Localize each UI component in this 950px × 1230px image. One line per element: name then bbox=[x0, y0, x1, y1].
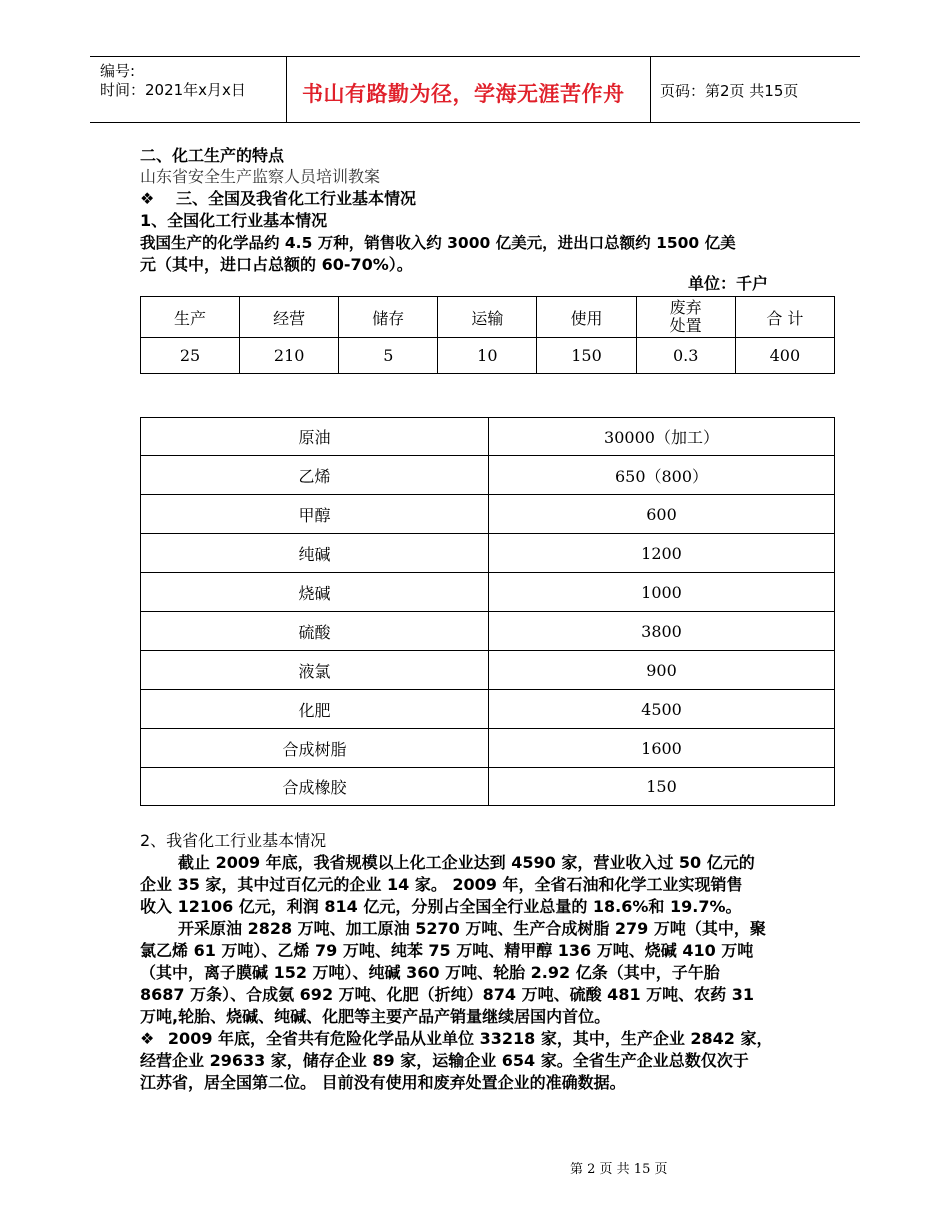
cell-production: 25 bbox=[141, 338, 240, 374]
intro-line-2: 元（其中，进口占总额的 60-70%）。 bbox=[140, 255, 413, 274]
paragraph-line-with-bullet bbox=[140, 1028, 773, 1050]
heading-section-2-province: 2、我省化工行业基本情况 bbox=[140, 831, 327, 850]
col-header-waste-disposal bbox=[636, 297, 735, 338]
table-header-row bbox=[141, 297, 835, 338]
paragraph-line: 截止 2009 年底，我省规模以上化工企业达到 4590 家，营业收入过 50 亿元的 bbox=[178, 853, 755, 872]
col-header-waste-line1: 废弃 bbox=[669, 298, 702, 317]
table-row bbox=[141, 534, 835, 573]
subtitle-course: 山东省安全生产监察人员培训教案 bbox=[140, 167, 381, 186]
table-row bbox=[141, 456, 835, 495]
product-value: 900 bbox=[489, 651, 835, 690]
table-row bbox=[141, 338, 835, 374]
paragraph-line: 2009 年底，全省共有危险化学品从业单位 33218 家，其中，生产企业 2842 家， bbox=[167, 1029, 773, 1048]
product-value: 1600 bbox=[489, 729, 835, 768]
cell-storage: 5 bbox=[339, 338, 438, 374]
header-code-label: 编号: bbox=[100, 62, 136, 80]
product-value: 4500 bbox=[489, 690, 835, 729]
product-name: 化肥 bbox=[141, 690, 489, 729]
heading-section-3: 三、全国及我省化工行业基本情况 bbox=[176, 189, 417, 208]
paragraph-line: 氯乙烯 61 万吨）、乙烯 79 万吨、纯苯 75 万吨、精甲醇 136 万吨、烧碱 410 万吨 bbox=[140, 941, 754, 960]
product-value: 30000（加工） bbox=[489, 418, 835, 456]
paragraph-3 bbox=[140, 1028, 773, 1094]
col-header-total: 合 计 bbox=[735, 297, 834, 338]
paragraph-line: 江苏省，居全国第二位。 目前没有使用和废弃处置企业的准确数据。 bbox=[140, 1073, 626, 1092]
table-row bbox=[141, 418, 835, 456]
table-row bbox=[141, 651, 835, 690]
product-value: 1000 bbox=[489, 573, 835, 612]
unit-label: 单位：千户 bbox=[688, 274, 769, 293]
product-name: 乙烯 bbox=[141, 456, 489, 495]
col-header-production: 生产 bbox=[141, 297, 240, 338]
footer-page-number: 第 2 页 共 15 页 bbox=[570, 1162, 668, 1177]
table-row bbox=[141, 729, 835, 768]
paragraph-line: （其中，离子膜碱 152 万吨）、纯碱 360 万吨、轮胎 2.92 亿条（其中，子午胎 bbox=[140, 963, 720, 982]
header-divider-right bbox=[650, 56, 651, 123]
cell-operation: 210 bbox=[240, 338, 339, 374]
cell-use: 150 bbox=[537, 338, 636, 374]
product-name: 烧碱 bbox=[141, 573, 489, 612]
col-header-use: 使用 bbox=[537, 297, 636, 338]
product-value: 1200 bbox=[489, 534, 835, 573]
product-name: 纯碱 bbox=[141, 534, 489, 573]
product-name: 硫酸 bbox=[141, 612, 489, 651]
product-value: 600 bbox=[489, 495, 835, 534]
product-name: 甲醇 bbox=[141, 495, 489, 534]
paragraph-line: 开采原油 2828 万吨、加工原油 5270 万吨、生产合成树脂 279 万吨（其中，聚 bbox=[178, 919, 766, 938]
header-page-info: 页码：第2页 共15页 bbox=[660, 82, 799, 100]
table-row bbox=[141, 495, 835, 534]
table-row bbox=[141, 690, 835, 729]
product-value: 3800 bbox=[489, 612, 835, 651]
product-value: 650（800） bbox=[489, 456, 835, 495]
heading-section-3-1: 1、全国化工行业基本情况 bbox=[140, 211, 328, 230]
product-name: 液氯 bbox=[141, 651, 489, 690]
bullet-icon: ❖ bbox=[140, 189, 155, 208]
product-value: 150 bbox=[489, 768, 835, 806]
heading-section-2: 二、化工生产的特点 bbox=[140, 146, 285, 165]
col-header-storage: 储存 bbox=[339, 297, 438, 338]
paragraph-line: 经营企业 29633 家，储存企业 89 家，运输企业 654 家。全省生产企业总数仅次于 bbox=[140, 1051, 749, 1070]
cell-total: 400 bbox=[735, 338, 834, 374]
enterprise-count-table bbox=[140, 296, 835, 374]
table-row bbox=[141, 768, 835, 806]
table-row bbox=[141, 573, 835, 612]
cell-transport: 10 bbox=[438, 338, 537, 374]
cell-waste-disposal: 0.3 bbox=[636, 338, 735, 374]
table-row bbox=[141, 612, 835, 651]
product-name: 合成橡胶 bbox=[141, 768, 489, 806]
paragraph-line: 企业 35 家，其中过百亿元的企业 14 家。 2009 年，全省石油和化学工业实现销售 bbox=[140, 875, 743, 894]
paragraph-line: 万吨,轮胎、烧碱、纯碱、化肥等主要产品产销量继续居国内首位。 bbox=[140, 1007, 611, 1026]
product-name: 合成树脂 bbox=[141, 729, 489, 768]
header-divider-left bbox=[286, 56, 287, 123]
col-header-operation: 经营 bbox=[240, 297, 339, 338]
header-motto: 书山有路勤为径，学海无涯苦作舟 bbox=[302, 82, 625, 106]
paragraph-2 bbox=[140, 918, 766, 1028]
paragraph-line: 8687 万条）、合成氨 692 万吨、化肥（折纯）874 万吨、硫酸 481 万吨、农药 31 bbox=[140, 985, 754, 1004]
intro-line-1: 我国生产的化学品约 4.5 万种，销售收入约 3000 亿美元，进出口总额约 1500 亿美 bbox=[140, 234, 736, 252]
col-header-waste-line2: 处置 bbox=[669, 316, 702, 335]
product-name: 原油 bbox=[141, 418, 489, 456]
paragraph-1 bbox=[140, 852, 755, 918]
bullet-icon: ❖ bbox=[140, 1029, 155, 1048]
header-top-rule bbox=[90, 56, 860, 57]
paragraph-line: 收入 12106 亿元，利润 814 亿元，分别占全国全行业总量的 18.6%和 19.7%。 bbox=[140, 897, 742, 916]
header-bottom-rule bbox=[90, 122, 860, 123]
col-header-transport: 运输 bbox=[438, 297, 537, 338]
product-output-table bbox=[140, 417, 835, 806]
header-time: 时间：2021年x月x日 bbox=[100, 81, 246, 99]
